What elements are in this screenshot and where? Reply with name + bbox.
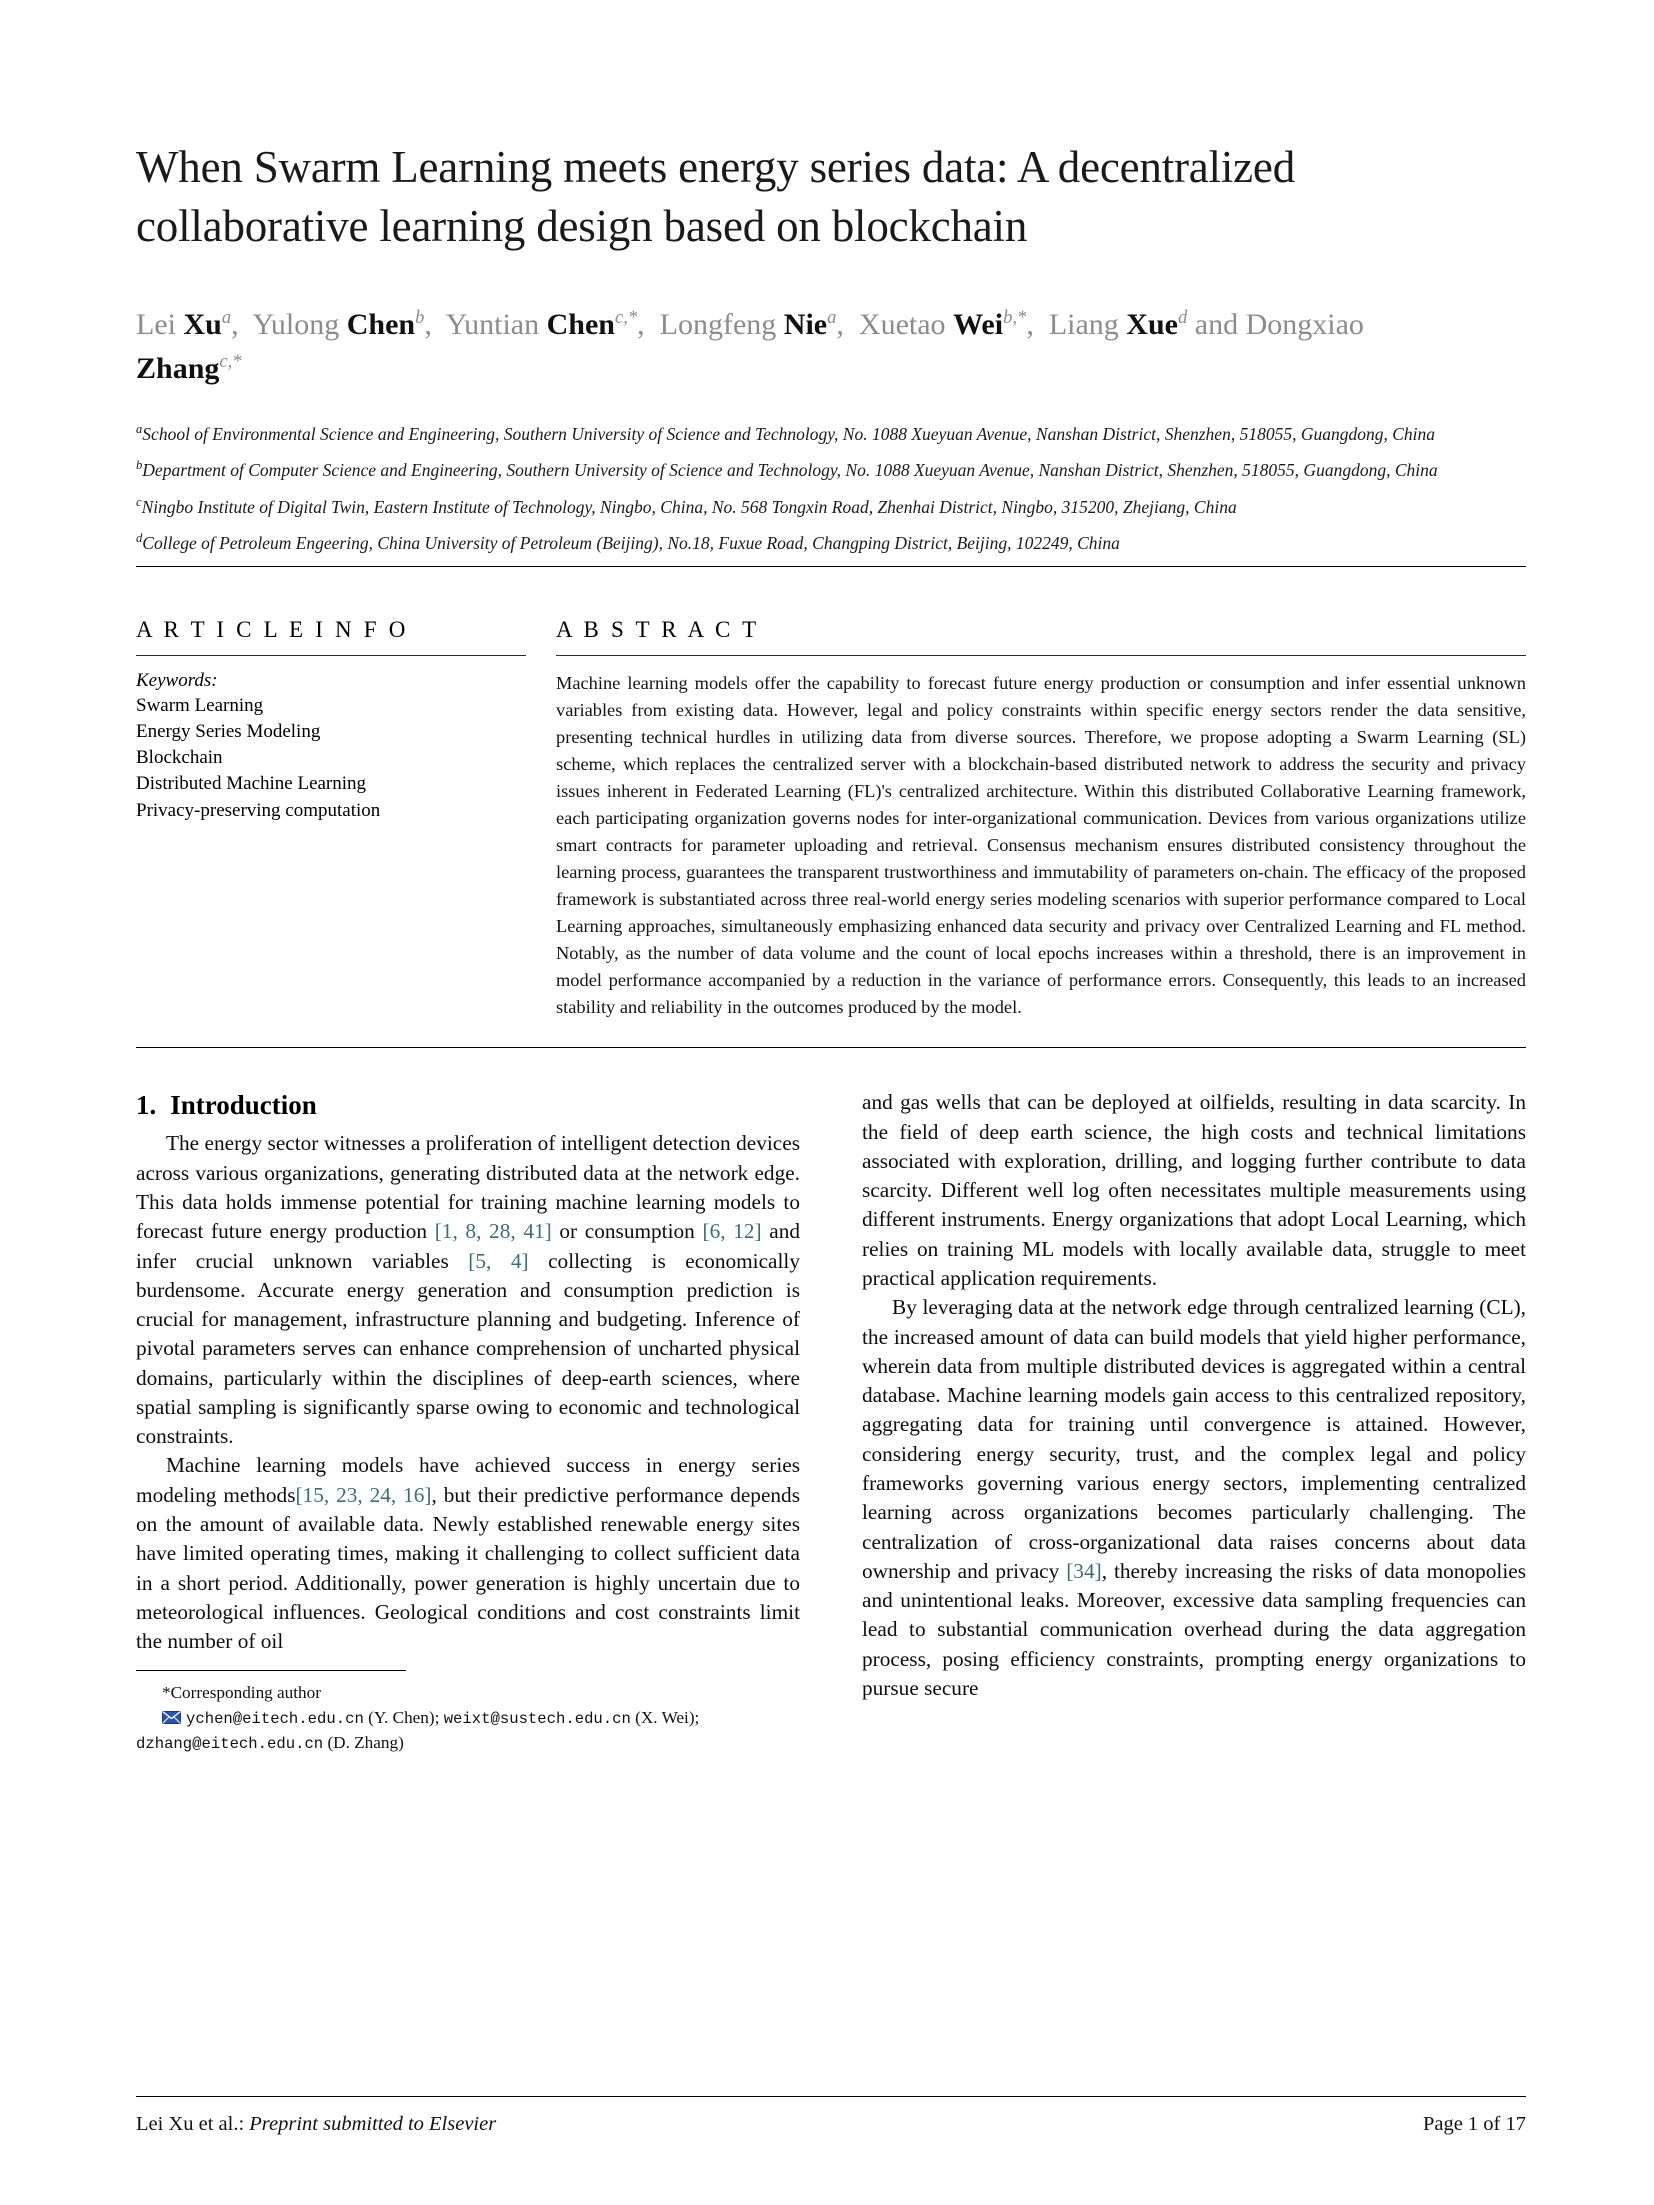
citation-ref: [6, 12] <box>702 1219 762 1244</box>
paragraph-text: By leveraging data at the network edge through centralized learning (CL), the increased amount of data can build models that yield higher performance, wherein data from multiple distributed devices is aggregated within a central database. Machine learning models gain access to this centralized repository, aggregating data for training until convergence is attained. However, considering energy security, trust, and the complex legal and policy frameworks governing various energy sectors, implementing centralized learning across organizations becomes particularly challenging. The centralization of cross-organizational data raises concerns about data ownership and privacy <box>862 1295 1526 1583</box>
author-affil-marker: b <box>415 307 425 328</box>
keyword-item: Swarm Learning <box>136 694 264 716</box>
citation-ref: [34] <box>1066 1558 1102 1583</box>
author-given-name: Liang <box>1048 308 1119 341</box>
affiliation-item <box>136 493 1526 520</box>
paragraph-text: or consumption <box>551 1219 703 1244</box>
author-family-name: Nie <box>783 308 828 341</box>
author-separator: , <box>231 308 253 341</box>
footer-page-number: Page 1 of 17 <box>1422 2113 1526 2135</box>
author-family-name: Zhang <box>136 351 220 385</box>
author-affil-marker: b,* <box>1003 307 1027 328</box>
author-affil-marker: d <box>1177 307 1188 328</box>
article-info-heading: A R T I C L E I N F O <box>136 616 409 642</box>
affiliation-item <box>136 456 1526 483</box>
keyword-item: Privacy-preserving computation <box>136 799 381 821</box>
author-affil-marker: c,* <box>219 350 242 372</box>
left-column <box>136 1088 800 1756</box>
info-abstract-block <box>136 599 1526 1022</box>
affiliation-text: School of Environmental Science and Engineering, Southern University of Science and Technology, No. 1088 Xueyuan Avenue, Nanshan District, Shenzhen, 518055, Guangdong, China <box>142 423 1435 444</box>
author-entry <box>446 308 637 341</box>
email-address[interactable]: dzhang@eitech.edu.cn <box>136 1735 324 1754</box>
footer-row <box>136 2113 1526 2136</box>
abstract-heading: A B S T R A C T <box>556 616 760 642</box>
author-entry <box>136 308 231 341</box>
email-address[interactable]: ychen@eitech.edu.cn <box>186 1710 364 1729</box>
section-number: 1. <box>136 1090 157 1121</box>
footnote-block <box>136 1670 800 1756</box>
section-heading-introduction <box>136 1088 800 1123</box>
abstract-divider <box>556 655 1526 656</box>
abstract-text: Machine learning models offer the capability to forecast future energy production or consumption and infer essential unknown variables from existing data. However, legal and policy constraints within specific energy sectors render the data sensitive, presenting technical hurdles in utilizing data from diverse sources. Therefore, we propose adopting a Swarm Learning (SL) scheme, which replaces the centralized server with a blockchain-based distributed network to address the security and privacy issues inherent in Federated Learning (FL)'s centralized architecture. Within this distributed Collaborative Learning framework, each participating organization governs nodes for inter-organizational communication. Devices from various organizations utilize smart contracts for parameter uploading and retrieval. Consensus mechanism ensures distributed consistency throughout the learning process, guarantees the transparent trustworthiness and immutability of parameters on-chain. The efficacy of the proposed framework is substantiated across three real-world energy series modeling scenarios with superior performance compared to Local Learning approaches, simultaneously emphasizing enhanced data security and privacy over Centralized Learning and FL method. Notably, as the number of data volume and the count of local epochs increases within a threshold, there is an improvement in model performance accompanied by a reduction in the variance of performance errors. Consequently, this leads to an increased stability and reliability in the outcomes produced by the model. <box>556 672 1526 1018</box>
author-entry <box>660 308 837 341</box>
email-address[interactable]: weixt@sustech.edu.cn <box>443 1710 631 1729</box>
paragraph <box>862 1088 1526 1293</box>
affiliation-item <box>136 420 1526 447</box>
citation-ref: [15, 23, 24, 16] <box>295 1482 432 1507</box>
body-columns <box>136 1088 1526 1756</box>
author-family-name: Xu <box>183 308 222 341</box>
article-info-column <box>136 599 556 1022</box>
affiliation-list <box>136 420 1526 557</box>
page-footer <box>136 2096 1526 2136</box>
footer-authors: Lei Xu et al.: <box>136 2113 245 2135</box>
paragraph-text: collecting is economically burdensome. Accurate energy generation and consumption prediction is crucial for management, infrastructure planning and budgeting. Inference of pivotal parameters serves can enhance comprehension of uncharted physical domains, particularly within the disciplines of deep-earth sciences, where spatial sampling is significantly sparse owing to economic and technological constraints. <box>136 1248 800 1449</box>
page-title: When Swarm Learning meets energy series data: A decentralized collaborative learning design based on blockchain <box>136 142 1296 251</box>
author-list <box>136 303 1406 390</box>
author-separator: , <box>424 308 446 341</box>
affiliation-marker: d <box>136 531 143 546</box>
author-affil-marker: a <box>221 307 232 328</box>
section-title: Introduction <box>170 1090 317 1121</box>
email-owner: (D. Zhang) <box>327 1733 404 1753</box>
paragraph <box>136 1129 800 1451</box>
footnote-corresponding-text: *Corresponding author <box>162 1683 321 1703</box>
paragraph-text: Machine learning models have achieved success in energy series modeling methods <box>136 1453 800 1507</box>
abstract-column <box>556 599 1526 1022</box>
author-family-name: Chen <box>346 308 416 341</box>
info-bottom-divider <box>136 1047 1526 1048</box>
affiliation-text: College of Petroleum Engeering, China University of Petroleum (Beijing), No.18, Fuxue Road, Changping District, Beijing, 102249, China <box>142 533 1120 554</box>
author-given-name: Longfeng <box>659 308 777 341</box>
footnote-divider <box>136 1670 406 1671</box>
affiliation-marker: a <box>136 422 143 436</box>
keywords-label: Keywords: <box>136 669 218 691</box>
paragraph <box>136 1451 800 1656</box>
affiliation-text: Department of Computer Science and Engineering, Southern University of Science and Technology, No. 1088 Xueyuan Avenue, Nanshan District, Shenzhen, 518055, Guangdong, China <box>142 460 1438 481</box>
author-given-name: Yuntian <box>445 308 540 341</box>
keywords-list <box>136 693 526 824</box>
author-given-name: Dongxiao <box>1245 308 1364 341</box>
paragraph-text: , thereby increasing the risks of data monopolies and unintentional leaks. Moreover, excessive data sampling frequencies can lead to substantial communication overhead during the data aggregation process, posing efficiency constraints, prompting energy organizations to pursue secure <box>862 1558 1526 1700</box>
paragraph-text: , but their predictive performance depends on the amount of available data. Newly established renewable energy sites have limited operating times, making it challenging to collect sufficient data in a short period. Additionally, power generation is highly uncertain due to meteorological influences. Geological conditions and cost constraints limit the number of oil <box>136 1482 800 1654</box>
author-family-name: Chen <box>546 308 615 341</box>
author-separator: , <box>637 308 660 341</box>
keyword-item: Distributed Machine Learning <box>136 773 367 795</box>
paragraph-text: and gas wells that can be deployed at oilfields, resulting in data scarcity. In the field of deep earth science, the high costs and technical limitations associated with exploration, drilling, and logging further contribute to data scarcity. Different well log often necessitates multiple measurements using different instruments. Energy organizations that adopt Local Learning, which relies on training ML models with locally available data, struggle to meet practical application requirements. <box>862 1090 1526 1290</box>
author-given-name: Xuetao <box>858 308 946 341</box>
author-given-name: Yulong <box>252 308 340 341</box>
affiliation-item <box>136 529 1526 556</box>
author-entry <box>859 308 1026 341</box>
right-column <box>862 1088 1526 1756</box>
author-given-name: Lei <box>136 308 176 341</box>
footer-divider <box>136 2096 1526 2097</box>
author-family-name: Wei <box>953 308 1004 341</box>
article-info-divider <box>136 655 526 656</box>
footer-note: Preprint submitted to Elsevier <box>249 2113 497 2135</box>
citation-ref: [1, 8, 28, 41] <box>434 1219 552 1244</box>
author-separator: , <box>1026 308 1049 341</box>
author-affil-marker: c,* <box>614 307 638 328</box>
citation-ref: [5, 4] <box>468 1248 529 1273</box>
keyword-item: Blockchain <box>136 747 223 769</box>
author-family-name: Xue <box>1126 308 1178 341</box>
author-conjunction: and <box>1194 308 1239 341</box>
author-entry <box>253 308 425 341</box>
footer-left <box>136 2113 496 2136</box>
affiliation-text: Ningbo Institute of Digital Twin, Eastern Institute of Technology, Ningbo, China, No. 568 Tongxin Road, Zhenhai District, Ningbo, 315200, Zhejiang, China <box>141 496 1237 517</box>
affiliation-marker: b <box>136 458 143 473</box>
author-separator: , <box>836 308 859 341</box>
author-affil-marker: a <box>827 307 837 328</box>
envelope-icon <box>162 1707 181 1720</box>
footnote-corresponding <box>136 1681 800 1706</box>
page-content <box>136 0 1526 1756</box>
footnote-emails <box>136 1706 800 1756</box>
email-owner: (X. Wei); <box>635 1708 700 1728</box>
affiliation-marker: c <box>136 494 142 509</box>
keyword-item: Energy Series Modeling <box>136 720 321 742</box>
paragraph-text: and infer crucial unknown variables <box>136 1219 801 1273</box>
paragraph <box>862 1293 1526 1703</box>
info-top-divider <box>136 566 1526 567</box>
email-owner: (Y. Chen); <box>368 1708 440 1728</box>
paragraph-text: The energy sector witnesses a proliferation of intelligent detection devices across various organizations, generating distributed data at the network edge. This data holds immense potential for training machine learning models to forecast future energy production <box>136 1131 800 1244</box>
author-entry <box>1049 308 1187 341</box>
